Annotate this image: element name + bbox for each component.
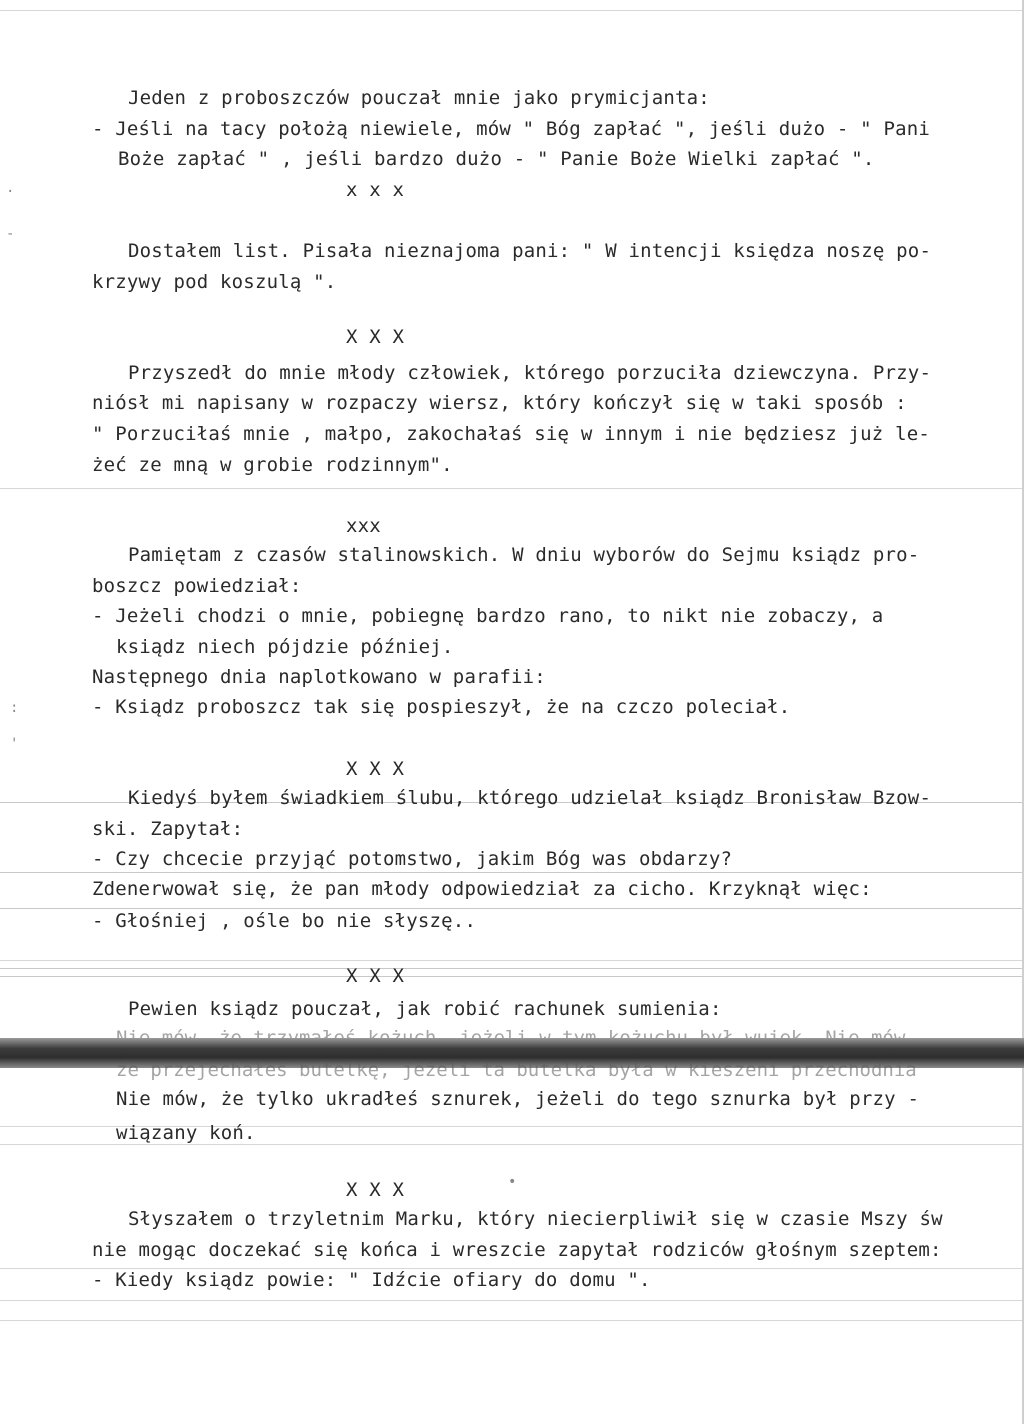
scan-line xyxy=(0,10,1024,11)
text-line: krzywy pod koszulą ". xyxy=(92,271,337,293)
text-line: Jeden z proboszczów pouczał mnie jako prymicjanta: xyxy=(128,87,710,109)
text-line: Przyszedł do mnie młody człowiek, którego porzuciła dziewczyna. Przy- xyxy=(128,362,932,384)
scan-line xyxy=(0,488,1024,489)
text-line: Nie mów, że tylko ukradłeś sznurek, jeżeli do tego sznurka był przy - xyxy=(116,1088,920,1110)
text-line: Pewien ksiądz pouczał, jak robić rachunek sumienia: xyxy=(128,998,722,1020)
section-separator: X X X xyxy=(346,1179,405,1201)
text-line: Zdenerwował się, że pan młody odpowiedział za cicho. Krzyknął więc: xyxy=(92,878,872,900)
section-separator: X X X xyxy=(346,758,405,780)
text-line: - Jeżeli chodzi o mnie, pobiegnę bardzo rano, to nikt nie zobaczy, a xyxy=(92,605,884,627)
scan-speck: • xyxy=(508,1174,517,1190)
text-line: Boże zapłać " , jeśli bardzo dużo - " Panie Boże Wielki zapłać ". xyxy=(118,148,875,170)
text-line: - Głośniej , ośle bo nie słyszę.. xyxy=(92,910,477,932)
text-line: wiązany koń. xyxy=(116,1122,256,1144)
text-line: boszcz powiedział: xyxy=(92,575,302,597)
scan-line xyxy=(0,1320,1024,1321)
scan-line xyxy=(0,976,1024,977)
scan-line xyxy=(0,1300,1024,1301)
scan-speck: · xyxy=(6,184,15,200)
scan-speck: ' xyxy=(10,736,19,752)
text-line: - Ksiądz proboszcz tak się pospieszył, że na czczo poleciał. xyxy=(92,696,791,718)
text-line: Następnego dnia naplotkowano w parafii: xyxy=(92,666,546,688)
text-line: ksiądz niech pójdzie później. xyxy=(116,636,454,658)
text-line: - Jeśli na tacy położą niewiele, mów " Bóg zapłać ", jeśli dużo - " Pani xyxy=(92,118,931,140)
text-line: " Porzuciłaś mnie , małpo, zakochałaś się w innym i nie będziesz już le- xyxy=(92,423,931,445)
section-separator: xxx xyxy=(346,515,381,537)
text-line: ski. Zapytał: xyxy=(92,818,244,840)
text-line: niósł mi napisany w rozpaczy wiersz, który kończył się w taki sposób : xyxy=(92,392,907,414)
text-line: - Kiedy ksiądz powie: " Idźcie ofiary do domu ". xyxy=(92,1269,651,1291)
scan-speck: : xyxy=(10,700,19,716)
text-line: Kiedyś byłem świadkiem ślubu, którego udzielał ksiądz Bronisław Bzow- xyxy=(128,787,932,809)
text-line: Pamiętam z czasów stalinowskich. W dniu wyborów do Sejmu ksiądz pro- xyxy=(128,544,920,566)
scan-line xyxy=(0,960,1024,961)
section-separator: x x x xyxy=(346,179,405,201)
scan-line xyxy=(0,872,1024,873)
scan-line xyxy=(0,968,1024,969)
text-line: żeć ze mną w grobie rodzinnym". xyxy=(92,454,453,476)
obscured-text-line: że przejechałeś butelkę, jeżeli ta butelka była w kieszeni przechodnia xyxy=(116,1059,917,1081)
scan-speck: - xyxy=(6,226,15,242)
section-separator: X X X xyxy=(346,965,405,987)
text-line: - Czy chcecie przyjąć potomstwo, jakim Bóg was obdarzy? xyxy=(92,848,733,870)
text-line: Słyszałem o trzyletnim Marku, który niecierpliwił się w czasie Mszy św xyxy=(128,1208,943,1230)
text-line: nie mogąc doczekać się końca i wreszcie zapytał rodziców głośnym szeptem: xyxy=(92,1239,942,1261)
text-line: Dostałem list. Pisała nieznajoma pani: " W intencji księdza noszę po- xyxy=(128,240,932,262)
section-separator: X X X xyxy=(346,326,405,348)
